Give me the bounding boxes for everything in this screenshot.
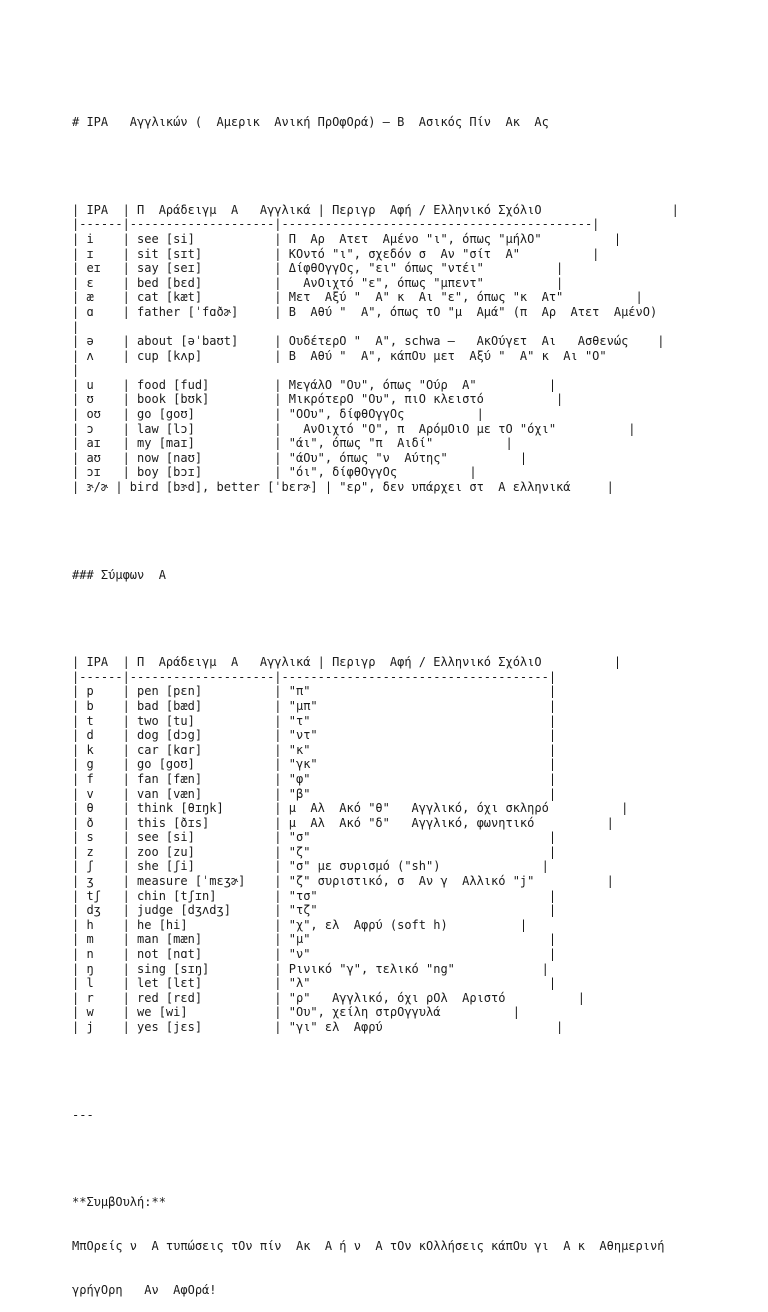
consonant-table-row: | v | van [væn] | "β" | <box>72 786 557 801</box>
vowel-table-row: | i | see [si] | Π Αρ Ατετ Αμένο "ι", όπως "μήλΟ" | <box>72 231 622 246</box>
vowel-table-row: | oʊ | go [goʊ] | "ΟΟυ", δίφθΟγγΟς | <box>72 407 484 422</box>
vowel-table-row: | aʊ | now [naʊ] | "άΟυ", όπως "ν Αύτης" | <box>72 450 528 465</box>
consonant-table-row: | h | he [hi] | "χ", ελ Αφρύ (soft h) | <box>72 917 528 932</box>
consonant-table-row: | tʃ | chin [tʃɪn] | "τσ" | <box>72 888 557 903</box>
vowel-table-row: | ɑ | father [ˈfɑðɚ] | Β Αθύ " Α", όπως τΟ "μ Αμά" (π Αρ Ατετ ΑμένΟ) <box>72 304 658 319</box>
consonant-table-row: | ʃ | she [ʃi] | "σ" με συρισμό ("sh") | <box>72 859 549 874</box>
consonant-table-row: | p | pen [pɛn] | "π" | <box>72 684 557 699</box>
vowel-table-row: | ɛ | bed [bɛd] | ΑνΟιχτό "ε", όπως "μπεντ" | <box>72 275 564 290</box>
consonant-table-row: | t | two [tu] | "τ" | <box>72 713 557 728</box>
tip-text-line-1: ΜπΟρείς ν Α τυπώσεις τΟν πίν Ακ Α ή ν Α τΟν κΟλλήσεις κάπΟυ γι Α κ Αθημερινή <box>72 1238 665 1253</box>
consonant-table-row: | z | zoo [zu] | "ζ" | <box>72 844 557 859</box>
consonant-table-row: | r | red [rɛd] | "ρ" Αγγλικό, όχι ρΟλ Αριστό | <box>72 990 585 1005</box>
consonant-table-row: | g | go [goʊ] | "γκ" | <box>72 757 557 772</box>
vowel-table-row: | <box>72 319 80 334</box>
vowel-table-row: | ɪ | sit [sɪt] | ΚΟντό "ι", σχεδόν σ Αν "σίτ Α" | <box>72 246 600 261</box>
vowel-table-row: | IPA | Π Αράδειγμ Α Αγγλικά | Περιγρ Αφή / Ελληνικό ΣχόλιΟ | <box>72 202 679 217</box>
consonant-table-row: | θ | think [θɪŋk] | μ Αλ Ακό "θ" Αγγλικό, όχι σκληρό | <box>72 801 629 816</box>
consonant-table-row: | b | bad [bæd] | "μπ" | <box>72 698 557 713</box>
consonant-table-row: | dʒ | judge [dʒʌdʒ] | "τζ" | <box>72 903 557 918</box>
consonant-table-row: | f | fan [fæn] | "φ" | <box>72 771 557 786</box>
vowel-table-row: | eɪ | say [seɪ] | ΔίφθΟγγΟς, "ει" όπως "ντέι" | <box>72 261 564 276</box>
vowel-table-row: | æ | cat [kæt] | Μετ Αξύ " Α" κ Αι "ε", όπως "κ Ατ" | <box>72 290 643 305</box>
consonant-table-row: | l | let [lɛt] | "λ" | <box>72 976 557 991</box>
horizontal-rule: --- <box>72 1107 94 1122</box>
consonant-table-row: | ŋ | sing [sɪŋ] | Ρινικό "γ", τελικό "ng" | <box>72 961 549 976</box>
consonant-table-row: | m | man [mæn] | "μ" | <box>72 932 557 947</box>
consonant-table-row: | w | we [wi] | "Ου", χείλη στρΟγγυλά | <box>72 1005 520 1020</box>
consonant-table-row: | n | not [nɑt] | "ν" | <box>72 947 557 962</box>
markdown-document <box>72 86 679 1312</box>
vowel-table-row: |------|--------------------|-------------------------------------------| <box>72 217 600 232</box>
consonants-heading: ### Σύμφων Α <box>72 567 166 582</box>
consonant-table-row: |------|--------------------|-------------------------------------| <box>72 669 557 684</box>
tip-text-line-2: γρήγΟρη Αν ΑφΟρά! <box>72 1282 217 1297</box>
tip-heading: **ΣυμβΟυλή:** <box>72 1195 166 1210</box>
vowels-table <box>72 203 679 495</box>
vowel-table-row: | ɔɪ | boy [bɔɪ] | "όι", δίφθΟγγΟς | <box>72 465 477 480</box>
vowel-table-row: | ɔ | law [lɔ] | ΑνΟιχτό "Ο", π ΑρόμΟιΟ με τΟ "όχι" | <box>72 421 636 436</box>
consonant-table-row: | IPA | Π Αράδειγμ Α Αγγλικά | Περιγρ Αφή / Ελληνικό ΣχόλιΟ | <box>72 655 622 670</box>
vowel-table-row: | ɝ/ɚ | bird [bɝd], better [ˈbɛrɚ] | "ερ", δεν υπάρχει στ Α ελληνικά | <box>72 480 614 495</box>
vowel-table-row: | ʊ | book [bʊk] | ΜικρότερΟ "Ου", πιΟ κλειστό | <box>72 392 564 407</box>
vowel-table-row: | ʌ | cup [kʌp] | Β Αθύ " Α", κάπΟυ μετ Αξύ " Α" κ Αι "Ο" <box>72 348 607 363</box>
consonant-table-row: | ʒ | measure [ˈmɛʒɚ] | "ζ" συριστικό, σ Αν γ Αλλικό "j" | <box>72 874 614 889</box>
consonant-table-row: | j | yes [jɛs] | "γι" ελ Αφρύ | <box>72 1020 564 1034</box>
vowel-table-row: | aɪ | my [maɪ] | "άι", όπως "π Αιδί" | <box>72 436 513 451</box>
vowel-table-row: | <box>72 363 80 378</box>
vowel-table-row: | ə | about [əˈbaʊt] | ΟυδέτερΟ " Α", schwa – ΑκΟύγετ Αι Ασθενώς | <box>72 334 665 349</box>
vowel-table-row: | u | food [fud] | ΜεγάλΟ "Ου", όπως "Ούρ Α" | <box>72 377 557 392</box>
consonant-table-row: | ð | this [ðɪs] | μ Αλ Ακό "δ" Αγγλικό, φωνητικό | <box>72 815 614 830</box>
consonant-table-row: | d | dog [dɔg] | "ντ" | <box>72 728 557 743</box>
page-title: # IPA Αγγλικών ( Αμερικ Ανική ΠρΟφΟρά) – Β Ασικός Πίν Ακ Ας <box>72 115 549 130</box>
consonants-table <box>72 655 679 1034</box>
consonant-table-row: | s | see [si] | "σ" | <box>72 830 557 845</box>
consonant-table-row: | k | car [kɑr] | "κ" | <box>72 742 557 757</box>
